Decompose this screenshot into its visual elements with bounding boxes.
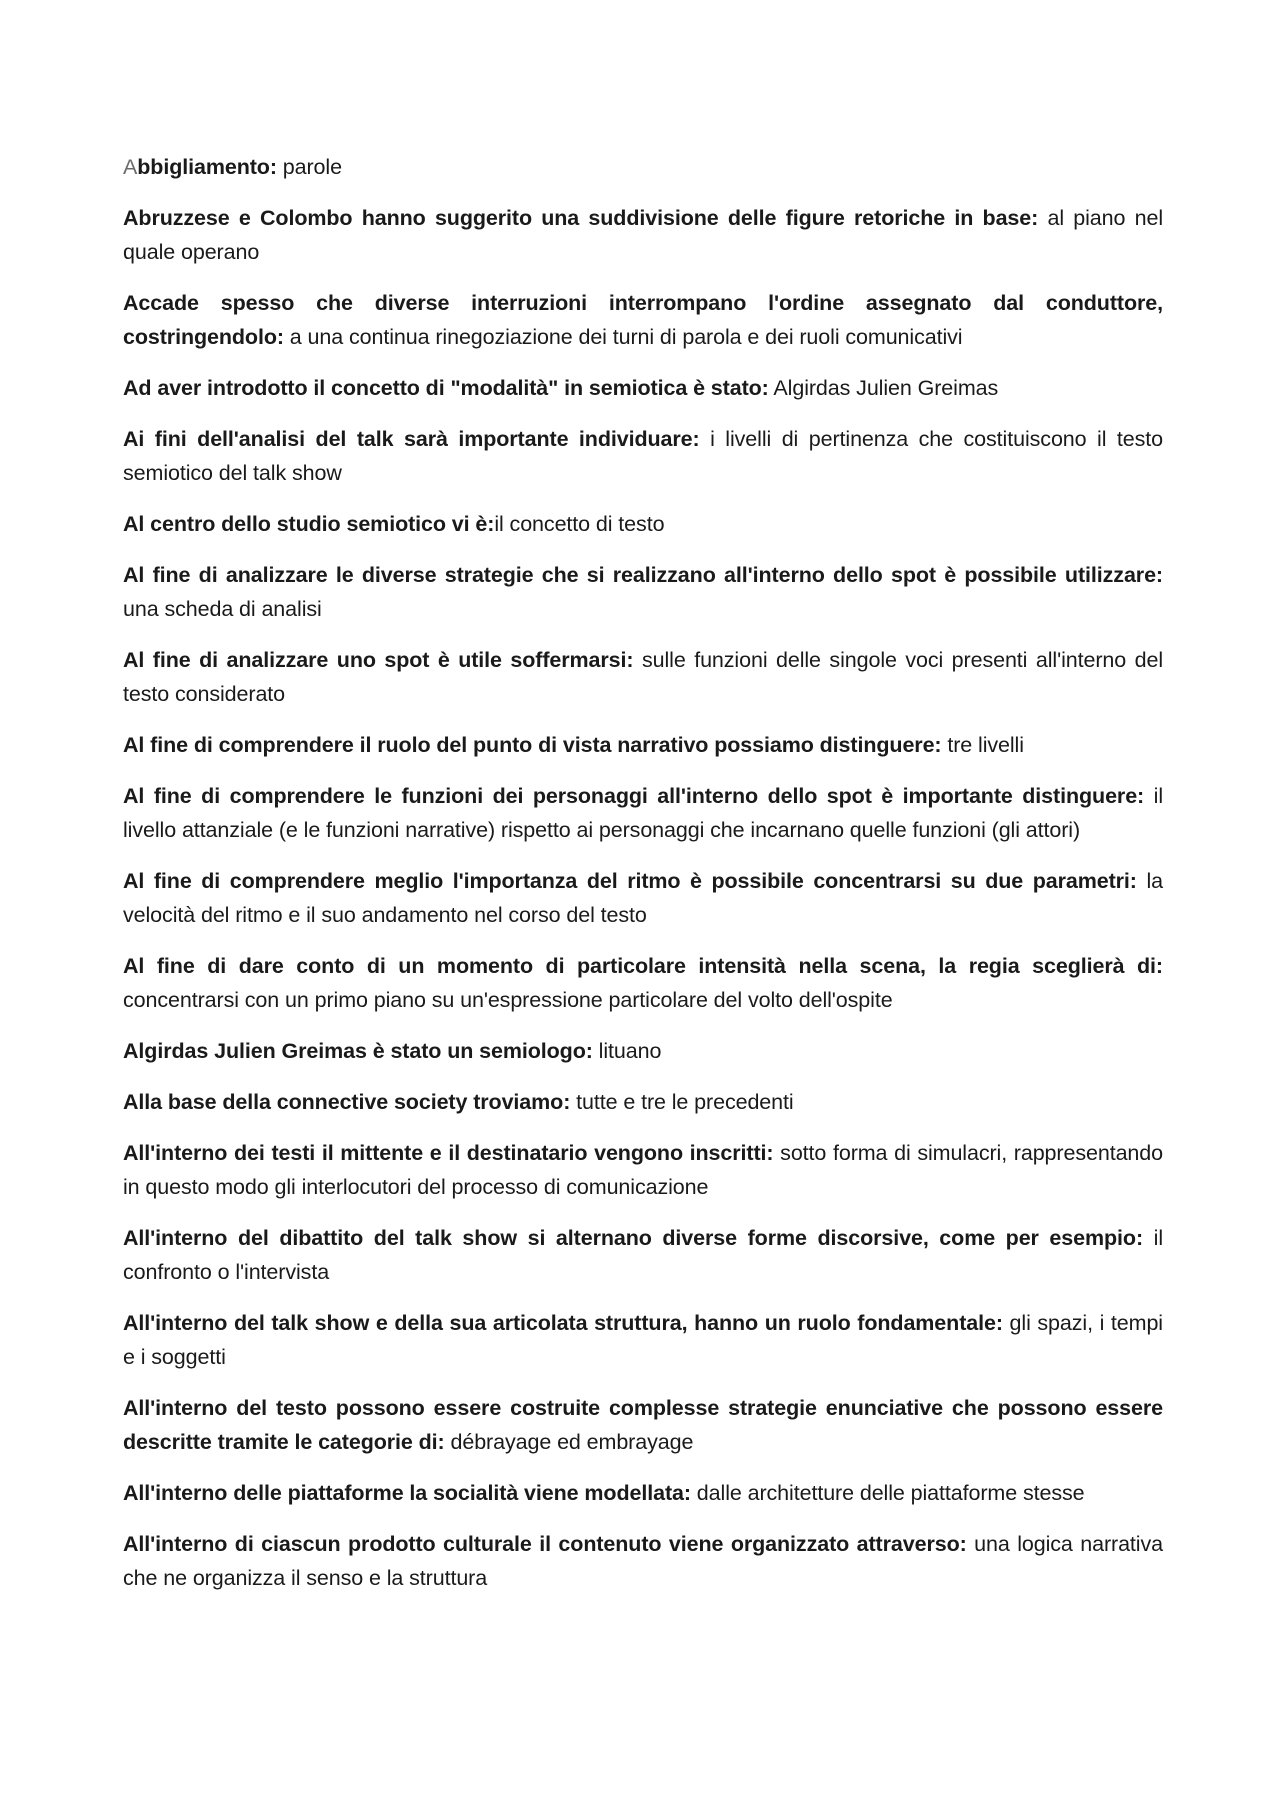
entry-answer: parole	[276, 155, 342, 179]
entry-answer: la velocità del ritmo e il suo andamento nel corso del testo	[123, 869, 1163, 927]
glossary-entry	[123, 1306, 1163, 1374]
glossary-entry	[123, 949, 1163, 1017]
entry-question: Al fine di analizzare uno spot è utile soffermarsi:	[123, 648, 634, 672]
entry-question: All'interno delle piattaforme la socialità viene modellata:	[123, 1481, 691, 1505]
entry-answer: dalle architetture delle piattaforme stesse	[690, 1481, 1085, 1505]
glossary-entry	[123, 779, 1163, 847]
entry-question: All'interno del testo possono essere costruite complesse strategie enunciative che possono essere descritte tramite le categorie di:	[123, 1396, 1163, 1454]
entry-question: All'interno del dibattito del talk show si alternano diverse forme discorsive, come per esempio:	[123, 1226, 1144, 1250]
entry-answer: Algirdas Julien Greimas	[768, 376, 999, 400]
entry-answer: al piano nel quale operano	[123, 206, 1163, 264]
glossary-entry	[123, 1136, 1163, 1204]
entry-answer: il concetto di testo	[494, 512, 665, 536]
entry-question: Al fine di comprendere meglio l'importanza del ritmo è possibile concentrarsi su due parametri:	[123, 869, 1137, 893]
entry-question: All'interno di ciascun prodotto culturale il contenuto viene organizzato attraverso:	[123, 1532, 967, 1556]
glossary-entry	[123, 1221, 1163, 1289]
glossary-entry	[123, 1085, 1163, 1119]
glossary-entry	[123, 1476, 1163, 1510]
entry-answer: una logica narrativa che ne organizza il senso e la struttura	[123, 1532, 1163, 1590]
glossary-entry	[123, 1527, 1163, 1595]
entry-first-letter: A	[123, 155, 138, 179]
entry-question: Al centro dello studio semiotico vi è:	[123, 512, 495, 536]
entry-question: Abruzzese e Colombo hanno suggerito una suddivisione delle figure retoriche in base:	[123, 206, 1039, 230]
glossary-entry	[123, 201, 1163, 269]
entry-answer: il confronto o l'intervista	[123, 1226, 1163, 1284]
glossary-entry	[123, 286, 1163, 354]
entry-question: Ad aver introdotto il concetto di "modalità" in semiotica è stato:	[123, 376, 769, 400]
glossary-entry	[123, 371, 1163, 405]
glossary-entry	[123, 643, 1163, 711]
entry-question: Al fine di analizzare le diverse strategie che si realizzano all'interno dello spot è possibile utilizzare:	[123, 563, 1163, 587]
entry-question: Al fine di dare conto di un momento di particolare intensità nella scena, la regia sceglierà di:	[123, 954, 1163, 978]
entry-answer: i livelli di pertinenza che costituiscono il testo semiotico del talk show	[123, 427, 1164, 485]
entry-answer: tre livelli	[941, 733, 1024, 757]
entry-answer: tutte e tre le precedenti	[570, 1090, 794, 1114]
glossary-entry	[123, 558, 1163, 626]
glossary-entry	[123, 150, 1163, 184]
glossary-entry	[123, 728, 1163, 762]
entry-answer: una scheda di analisi	[123, 597, 322, 621]
entry-question: Al fine di comprendere il ruolo del punto di vista narrativo possiamo distinguere:	[123, 733, 942, 757]
entry-answer: gli spazi, i tempi e i soggetti	[123, 1311, 1163, 1369]
entry-answer: lituano	[592, 1039, 662, 1063]
glossary-entry	[123, 1391, 1163, 1459]
document-page	[123, 150, 1163, 1612]
entry-question: Al fine di comprendere le funzioni dei personaggi all'interno dello spot è importante distinguere:	[123, 784, 1145, 808]
entry-answer: sotto forma di simulacri, rappresentando in questo modo gli interlocutori del processo di comunicazione	[123, 1141, 1163, 1199]
entry-question: bbigliamento:	[137, 155, 277, 179]
entry-question: Ai fini dell'analisi del talk sarà importante individuare:	[123, 427, 700, 451]
entry-answer: débrayage ed embrayage	[444, 1430, 694, 1454]
entry-question: Alla base della connective society troviamo:	[123, 1090, 571, 1114]
glossary-entry	[123, 507, 1163, 541]
glossary-entry	[123, 422, 1163, 490]
entry-question: All'interno del talk show e della sua articolata struttura, hanno un ruolo fondamentale:	[123, 1311, 1003, 1335]
glossary-entry	[123, 1034, 1163, 1068]
entry-answer: concentrarsi con un primo piano su un'espressione particolare del volto dell'ospite	[123, 988, 893, 1012]
entry-answer: il livello attanziale (e le funzioni narrative) rispetto ai personaggi che incarnano quelle funzioni (gli attori)	[123, 784, 1164, 842]
entry-answer: sulle funzioni delle singole voci presenti all'interno del testo considerato	[123, 648, 1163, 706]
entry-question: Algirdas Julien Greimas è stato un semiologo:	[123, 1039, 593, 1063]
entry-answer: a una continua rinegoziazione dei turni di parola e dei ruoli comunicativi	[283, 325, 963, 349]
entry-question: Accade spesso che diverse interruzioni interrompano l'ordine assegnato dal conduttore, costringendolo:	[123, 291, 1163, 349]
entry-question: All'interno dei testi il mittente e il destinatario vengono inscritti:	[123, 1141, 774, 1165]
glossary-entry	[123, 864, 1163, 932]
